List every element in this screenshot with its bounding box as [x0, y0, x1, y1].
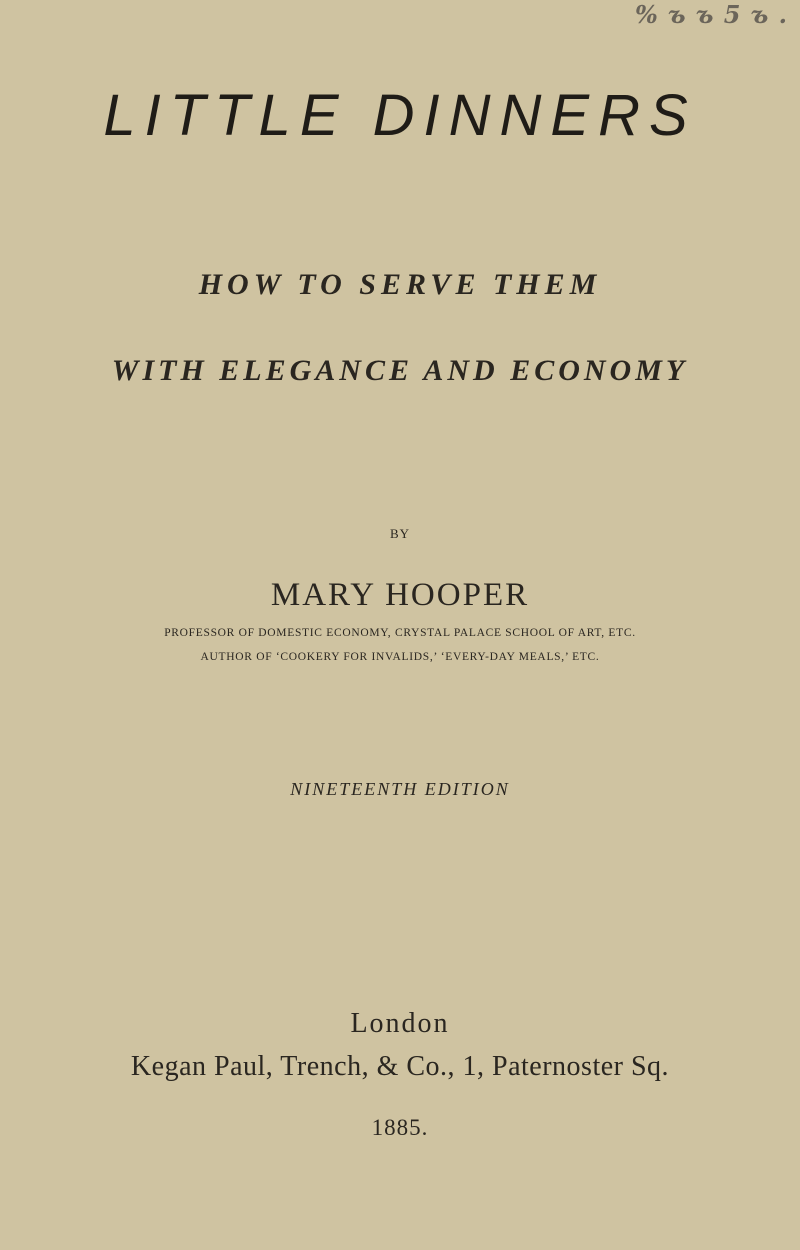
imprint-publisher: Kegan Paul, Trench, & Co., 1, Paternoster Sq. [130, 1051, 670, 1082]
imprint-year: 1885. [371, 1115, 429, 1140]
imprint-city: London [350, 1008, 450, 1039]
subtitle-line-1: HOW TO SERVE THEM [198, 268, 602, 301]
author-name: MARY HOOPER [270, 577, 530, 613]
author-credit-line-1: PROFESSOR OF DOMESTIC ECONOMY, CRYSTAL PALACE SCHOOL OF ART, ETC. [164, 627, 636, 639]
book-title: LITTLE DINNERS [103, 83, 697, 148]
subtitle-line-2: WITH ELEGANCE AND ECONOMY [111, 354, 689, 387]
author-credit-line-2: AUTHOR OF ‘COOKERY FOR INVALIDS,’ ‘EVERY-DAY MEALS,’ ETC. [200, 651, 600, 663]
edition-label: NINETEENTH EDITION [290, 779, 510, 799]
shelfmark-annotation: % ъ ъ 5 ъ . [635, 0, 788, 29]
by-label: BY [389, 526, 411, 541]
